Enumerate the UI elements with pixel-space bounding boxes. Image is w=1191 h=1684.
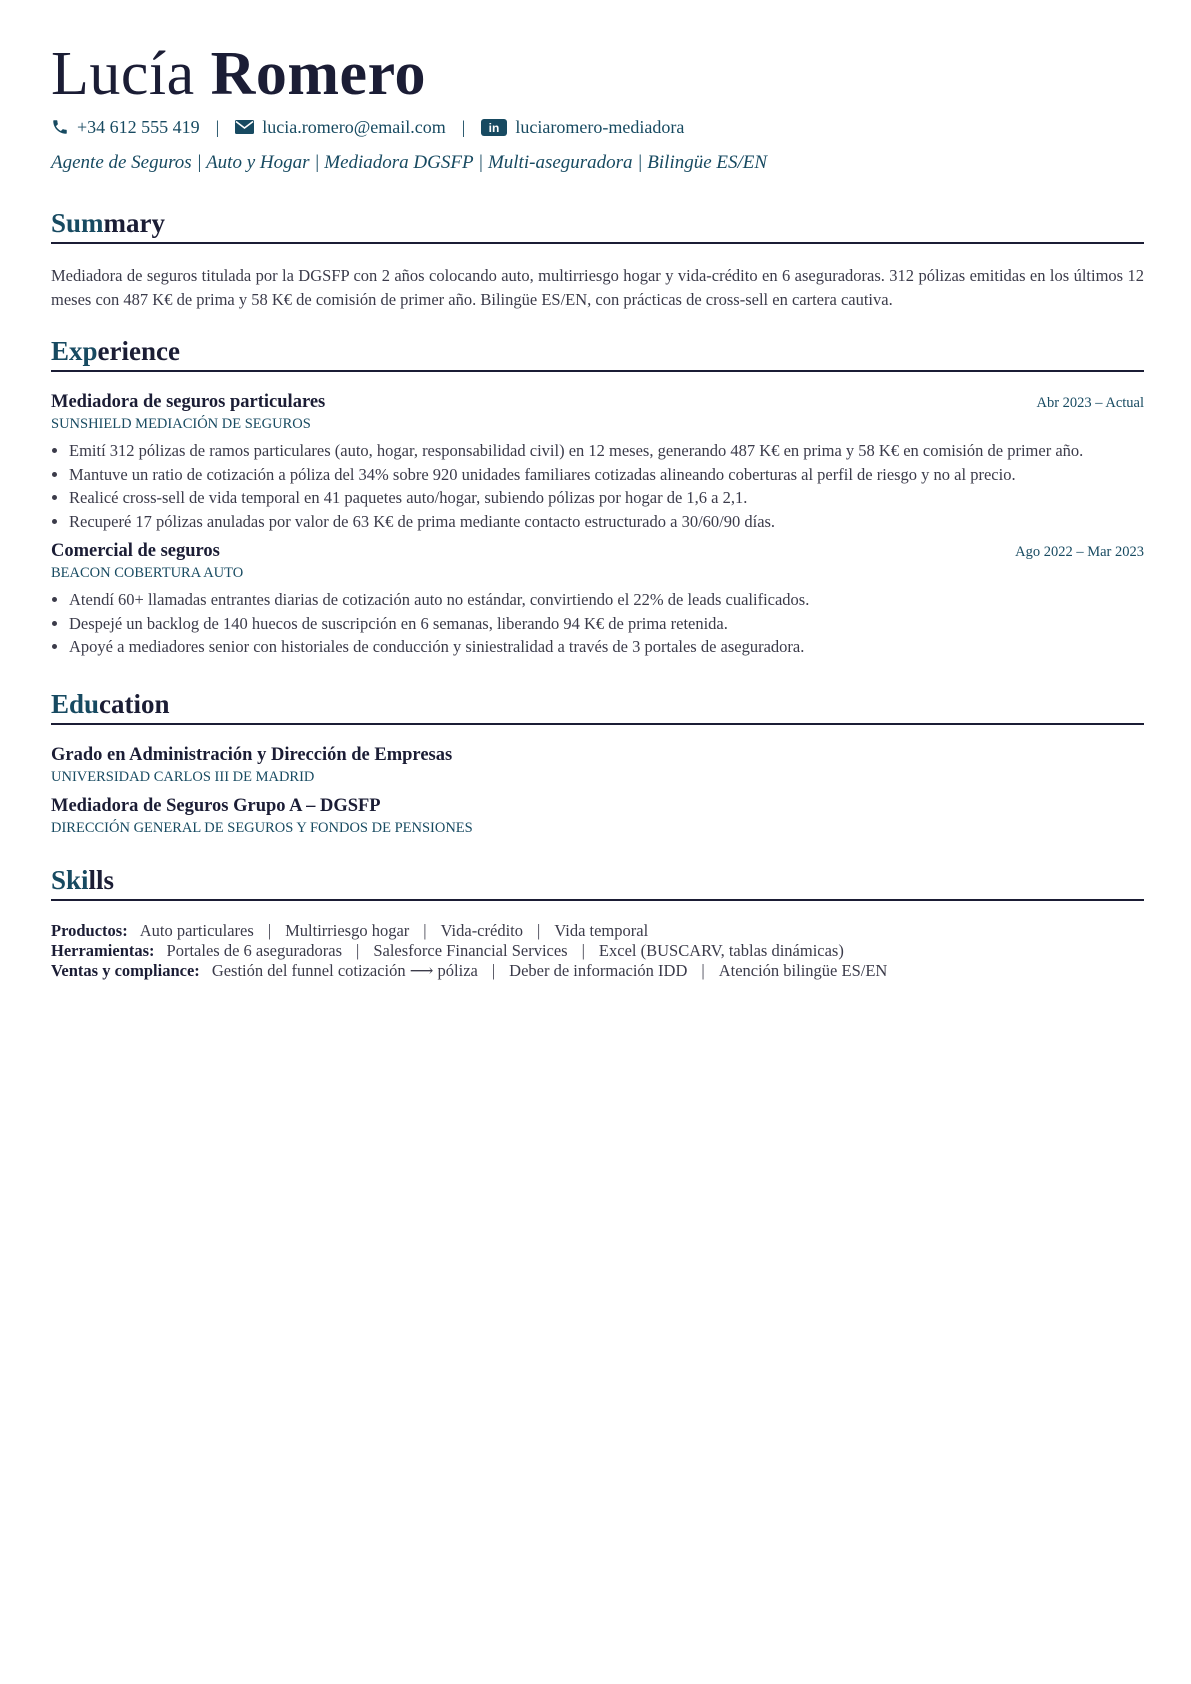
- skill-category: Ventas y compliance:: [51, 960, 200, 980]
- experience-entry-header: [51, 392, 1144, 413]
- section-title-summary: [51, 206, 1144, 244]
- job-bullet: • Emití 312 pólizas de ramos particulares (auto, hogar, responsabilidad civil) en 12 meses, generando 487 K€ en prima y 58 K€ en comisión de primer año.: [69, 439, 1144, 463]
- skill-item: Auto particulares: [139, 920, 254, 940]
- contact-line: [51, 114, 1144, 140]
- contact-separator: |: [461, 116, 466, 137]
- experience-entry: [51, 392, 1144, 533]
- section-title-accent: Ski: [51, 864, 89, 895]
- contact-linkedin[interactable]: [481, 117, 684, 138]
- linkedin-handle: luciaromero-mediadora: [515, 116, 685, 137]
- phone-icon: [51, 118, 69, 136]
- section-title-education: [51, 687, 1144, 725]
- summary-section: [51, 206, 1144, 312]
- section-title-rest: mary: [103, 208, 166, 238]
- education-entry: [51, 745, 1144, 786]
- skill-row: [51, 961, 1144, 981]
- skills-list: [51, 921, 1144, 981]
- company-name: SUNSHIELD MEDIACIÓN DE SEGUROS: [51, 416, 311, 432]
- linkedin-badge-text: in: [489, 120, 500, 135]
- degree-title: Grado en Administración y Dirección de Empresas: [51, 744, 453, 765]
- job-bullet: • Atendí 60+ llamadas entrantes diarias de cotización auto no estándar, convirtiendo el 22% de leads cualificados.: [69, 588, 1144, 612]
- job-bullet: • Apoyé a mediadores senior con historiales de conducción y siniestralidad a través de 3 portales de aseguradora.: [69, 635, 1144, 659]
- skill-separator: |: [267, 920, 272, 940]
- section-title-accent: Edu: [51, 688, 100, 719]
- education-section: [51, 687, 1144, 837]
- envelope-icon: [235, 120, 254, 134]
- job-dates: Abr 2023 – Actual: [1036, 395, 1144, 411]
- skill-item: Gestión del funnel cotización ⟶ póliza: [211, 960, 478, 980]
- job-title: Comercial de seguros: [51, 541, 220, 561]
- skill-separator: |: [701, 960, 705, 980]
- job-bullets: [51, 439, 1144, 533]
- company-name: BEACON COBERTURA AUTO: [51, 565, 244, 581]
- job-bullets: [51, 588, 1144, 659]
- skill-item: Vida temporal: [554, 920, 649, 940]
- skill-item: Salesforce Financial Services: [373, 940, 568, 960]
- job-bullet: • Mantuve un ratio de cotización a póliza del 34% sobre 920 unidades familiares cotizadas alineando coberturas al perfil de riesgo y no al precio.: [69, 463, 1144, 487]
- skill-item: Deber de información IDD: [509, 960, 688, 980]
- skill-item: Atención bilingüe ES/EN: [718, 960, 888, 980]
- linkedin-icon: [481, 119, 507, 136]
- skill-separator: |: [423, 920, 427, 940]
- skill-item: Excel (BUSCARV, tablas dinámicas): [598, 940, 844, 960]
- skill-separator: |: [491, 960, 496, 980]
- skill-item: Multirriesgo hogar: [285, 920, 410, 940]
- job-bullet: • Realicé cross-sell de vida temporal en 41 paquetes auto/hogar, subiendo pólizas por hogar de 1,6 a 2,1.: [69, 486, 1144, 510]
- section-title-skills: [51, 863, 1144, 901]
- first-name: Lucía: [51, 40, 195, 108]
- section-title-experience: [51, 334, 1144, 372]
- skills-section: [51, 863, 1144, 981]
- candidate-name: [51, 36, 1144, 112]
- phone-number: +34 612 555 419: [77, 116, 200, 137]
- experience-section: [51, 334, 1144, 659]
- skill-row: [51, 941, 1144, 961]
- skill-item: Vida-crédito: [440, 920, 523, 940]
- skill-row: [51, 921, 1144, 941]
- section-title-rest: cation: [99, 688, 170, 719]
- skill-category: Productos:: [51, 920, 128, 940]
- contact-phone[interactable]: [51, 117, 200, 138]
- contact-email[interactable]: [235, 117, 446, 138]
- degree-title: Mediadora de Seguros Grupo A – DGSFP: [51, 795, 381, 816]
- email-address: lucia.romero@email.com: [262, 116, 446, 137]
- experience-entry: [51, 541, 1144, 659]
- skill-separator: |: [356, 940, 360, 960]
- job-dates: Ago 2022 – Mar 2023: [1015, 544, 1144, 560]
- last-name: Romero: [210, 40, 426, 108]
- skill-separator: |: [581, 940, 585, 960]
- section-title-rest: lls: [88, 864, 115, 895]
- skill-category: Herramientas:: [51, 940, 155, 960]
- job-bullet: • Recuperé 17 pólizas anuladas por valor de 63 K€ de prima mediante contacto estructurado a 30/60/90 días.: [69, 510, 1144, 534]
- section-title-rest: erience: [97, 336, 180, 366]
- section-title-accent: Exp: [51, 336, 98, 366]
- resume-page: [51, 36, 1144, 981]
- section-title-accent: Sum: [51, 208, 104, 238]
- institution-name: DIRECCIÓN GENERAL DE SEGUROS Y FONDOS DE PENSIONES: [51, 819, 473, 836]
- skill-item: Portales de 6 aseguradoras: [166, 940, 343, 960]
- skill-separator: |: [537, 920, 541, 940]
- tagline: Agente de Seguros | Auto y Hogar | Mediadora DGSFP | Multi-aseguradora | Bilingüe ES/EN: [51, 152, 768, 173]
- contact-separator: |: [215, 116, 220, 137]
- institution-name: UNIVERSIDAD CARLOS III DE MADRID: [51, 768, 315, 785]
- summary-text: Mediadora de seguros titulada por la DGSFP con 2 años colocando auto, multirriesgo hogar y vida-crédito en 6 aseguradoras. 312 pólizas emitidas en los últimos 12 meses con 487 K€ de prima y 58 K€ de comisión de primer año. Bilingüe ES/EN, con prácticas de cross-sell en cartera cautiva.: [51, 266, 1144, 309]
- experience-entry-header: [51, 541, 1144, 562]
- education-entry: [51, 796, 1144, 837]
- job-title: Mediadora de seguros particulares: [51, 392, 326, 412]
- job-bullet: • Despejé un backlog de 140 huecos de suscripción en 6 semanas, liberando 94 K€ de prima retenida.: [69, 612, 1144, 636]
